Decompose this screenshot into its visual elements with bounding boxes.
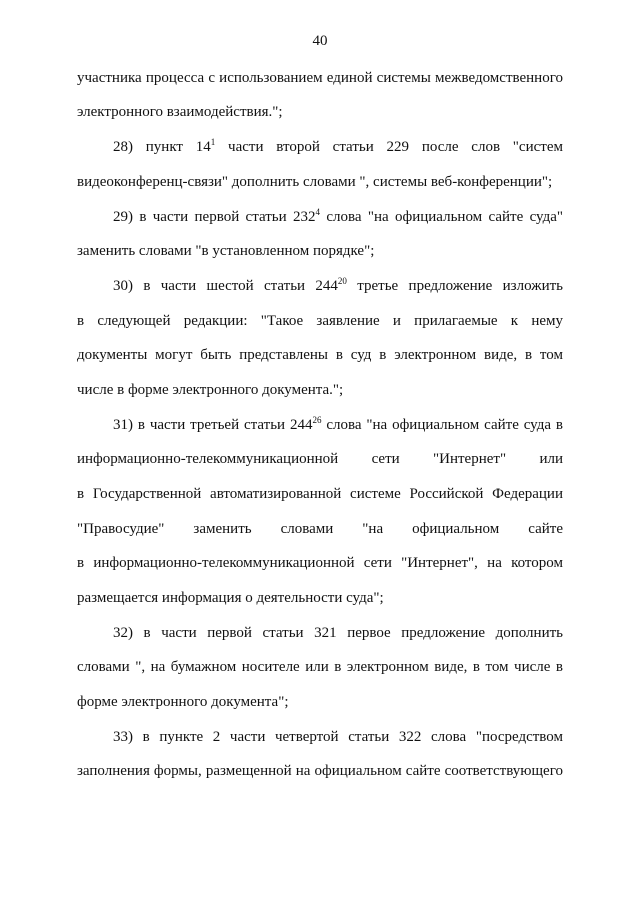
text-line: "Правосудие" заменить словами "на официальном сайте	[77, 521, 563, 537]
text-line: электронного взаимодействия.";	[77, 104, 283, 120]
text-fragment: части второй статьи 229 после слов "систем	[215, 139, 563, 155]
superscript: 1	[210, 137, 216, 147]
text-line: участника процесса с использованием единой системы межведомственного	[77, 70, 563, 86]
superscript: 20	[337, 276, 347, 286]
text-fragment: 30) в части шестой статьи 244	[113, 278, 338, 294]
text-line: размещается информация о деятельности суда";	[77, 590, 384, 606]
text-line: словами ", на бумажном носителе или в электронном виде, в том числе в	[77, 659, 563, 675]
text-line: в информационно-телекоммуникационной сети "Интернет", на котором	[77, 555, 563, 571]
text-fragment: 29) в части первой статьи 232	[113, 209, 316, 225]
paragraph-33-first-line: 33) в пункте 2 части четвертой статьи 322 слова "посредством	[113, 729, 563, 745]
text-line: заполнения формы, размещенной на официальном сайте соответствующего	[77, 763, 563, 779]
superscript: 26	[312, 415, 322, 425]
superscript: 4	[315, 207, 320, 217]
paragraph-32-first-line: 32) в части первой статьи 321 первое предложение дополнить	[113, 625, 563, 641]
text-line: числе в форме электронного документа.";	[77, 382, 344, 398]
text-fragment: слова "на официальном сайте суда"	[320, 209, 563, 225]
page-number: 40	[312, 33, 328, 49]
text-line: видеоконференц-связи" дополнить словами ", системы веб-конференции";	[77, 174, 553, 190]
text-fragment: слова "на официальном сайте суда в	[321, 417, 563, 433]
text-line: информационно-телекоммуникационной сети "Интернет" или	[77, 451, 563, 467]
paragraph-29-first-line	[113, 208, 563, 226]
text-fragment: третье предложение изложить	[346, 278, 563, 294]
text-line: форме электронного документа";	[77, 694, 289, 710]
text-line: в Государственной автоматизированной системе Российской Федерации	[77, 486, 563, 502]
text-line: в следующей редакции: "Такое заявление и прилагаемые к нему	[77, 313, 563, 329]
paragraph-28-first-line	[113, 138, 563, 156]
text-fragment: 28) пункт 14	[113, 139, 211, 155]
text-fragment: 31) в части третьей статьи 244	[113, 417, 313, 433]
paragraph-31-first-line	[113, 416, 563, 434]
paragraph-30-first-line	[113, 277, 563, 295]
text-line: документы могут быть представлены в суд в электронном виде, в том	[77, 347, 563, 363]
text-line: заменить словами "в установленном порядке";	[77, 243, 375, 259]
